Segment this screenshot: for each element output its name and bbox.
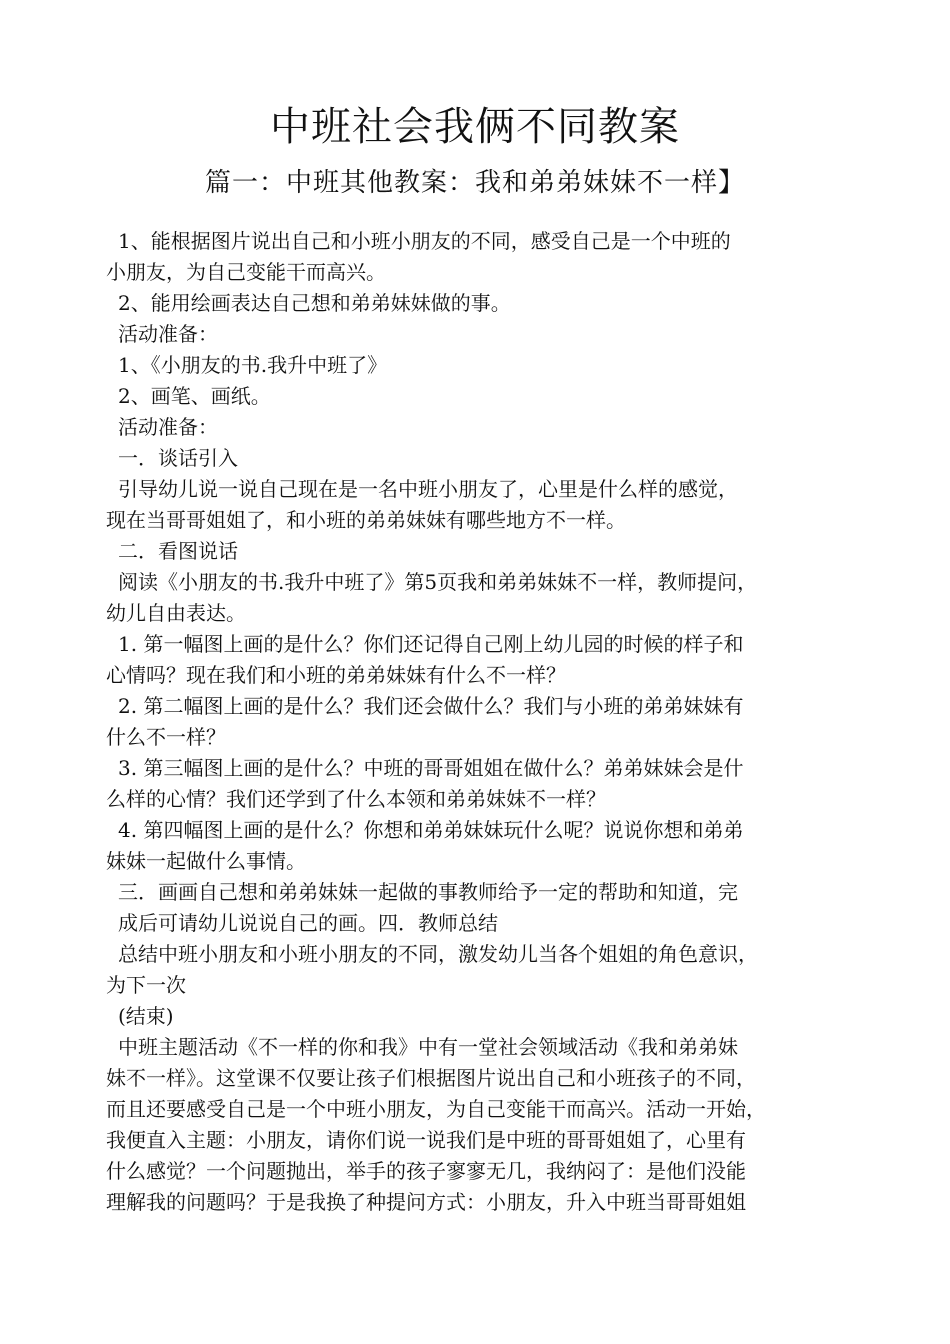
paragraph-line: 二．看图说话 — [118, 539, 238, 563]
paragraph-line: 引导幼儿说一说自己现在是一名中班小朋友了，心里是什么样的感觉， — [118, 477, 738, 501]
paragraph-line: 总结中班小朋友和小班小朋友的不同，激发幼儿当各个姐姐的角色意识， — [118, 942, 758, 966]
paragraph-line: 2、能用绘画表达自己想和弟弟妹妹做的事。 — [118, 291, 511, 315]
paragraph-line: 理解我的问题吗？于是我换了种提问方式：小朋友，升入中班当哥哥姐姐 — [106, 1190, 746, 1214]
paragraph-line: 中班主题活动《不一样的你和我》中有一堂社会领域活动《我和弟弟妹 — [118, 1035, 738, 1059]
paragraph-line: 而且还要感受自己是一个中班小朋友，为自己变能干而高兴。活动一开始， — [106, 1097, 766, 1121]
document-title: 中班社会我俩不同教案 — [270, 104, 680, 150]
paragraph-line: 么样的心情？我们还学到了什么本领和弟弟妹妹不一样？ — [106, 787, 606, 811]
paragraph-line: 3. 第三幅图上画的是什么？中班的哥哥姐姐在做什么？弟弟妹妹会是什 — [118, 756, 744, 780]
paragraph-line: 成后可请幼儿说说自己的画。四．教师总结 — [118, 911, 498, 935]
paragraph-line: 活动准备： — [118, 415, 218, 439]
paragraph-line: 活动准备： — [118, 322, 218, 346]
paragraph-line: 一．谈话引入 — [118, 446, 238, 470]
paragraph-line: 妹不一样》。这堂课不仅要让孩子们根据图片说出自己和小班孩子的不同， — [106, 1066, 756, 1090]
paragraph-line: 幼儿自由表达。 — [106, 601, 246, 625]
paragraph-line: 三．画画自己想和弟弟妹妹一起做的事教师给予一定的帮助和知道，完 — [118, 880, 738, 904]
paragraph-line: 4. 第四幅图上画的是什么？你想和弟弟妹妹玩什么呢？说说你想和弟弟 — [118, 818, 744, 842]
paragraph-line: 1、能根据图片说出自己和小班小朋友的不同，感受自己是一个中班的 — [118, 229, 731, 253]
paragraph-line: 2. 第二幅图上画的是什么？我们还会做什么？我们与小班的弟弟妹妹有 — [118, 694, 744, 718]
paragraph-line: 1、《小朋友的书.我升中班了》 — [118, 353, 388, 377]
paragraph-line: 妹妹一起做什么事情。 — [106, 849, 306, 873]
paragraph-line: 为下一次 — [106, 973, 186, 997]
paragraph-line: (结束) — [118, 1004, 174, 1028]
document-body — [106, 226, 866, 1218]
paragraph-line: 什么感觉？一个问题抛出，举手的孩子寥寥无几，我纳闷了：是他们没能 — [106, 1159, 746, 1183]
document-subtitle: 篇一：中班其他教案：我和弟弟妹妹不一样】 — [204, 168, 745, 198]
paragraph-line: 什么不一样？ — [106, 725, 226, 749]
paragraph-line: 现在当哥哥姐姐了，和小班的弟弟妹妹有哪些地方不一样。 — [106, 508, 626, 532]
paragraph-line: 2、画笔、画纸。 — [118, 384, 271, 408]
paragraph-line: 阅读《小朋友的书.我升中班了》第5页我和弟弟妹妹不一样，教师提问， — [118, 570, 758, 594]
paragraph-line: 1. 第一幅图上画的是什么？你们还记得自己刚上幼儿园的时候的样子和 — [118, 632, 744, 656]
paragraph-line: 我便直入主题：小朋友，请你们说一说我们是中班的哥哥姐姐了，心里有 — [106, 1128, 746, 1152]
paragraph-line: 小朋友，为自己变能干而高兴。 — [106, 260, 386, 284]
paragraph-line: 心情吗？现在我们和小班的弟弟妹妹有什么不一样？ — [106, 663, 566, 687]
